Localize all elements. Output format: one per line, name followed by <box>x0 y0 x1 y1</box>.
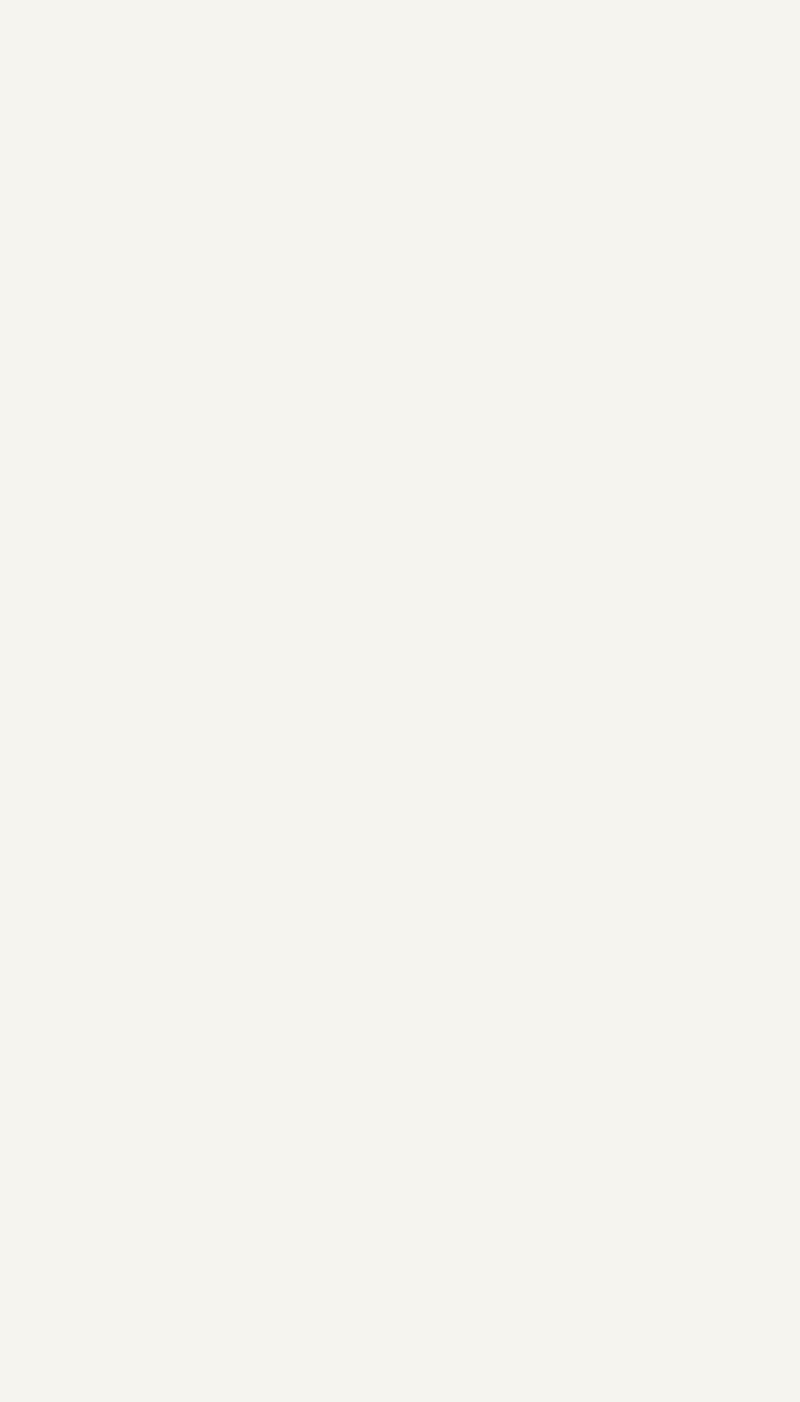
page-body <box>47 102 747 122</box>
page-header <box>0 58 800 98</box>
